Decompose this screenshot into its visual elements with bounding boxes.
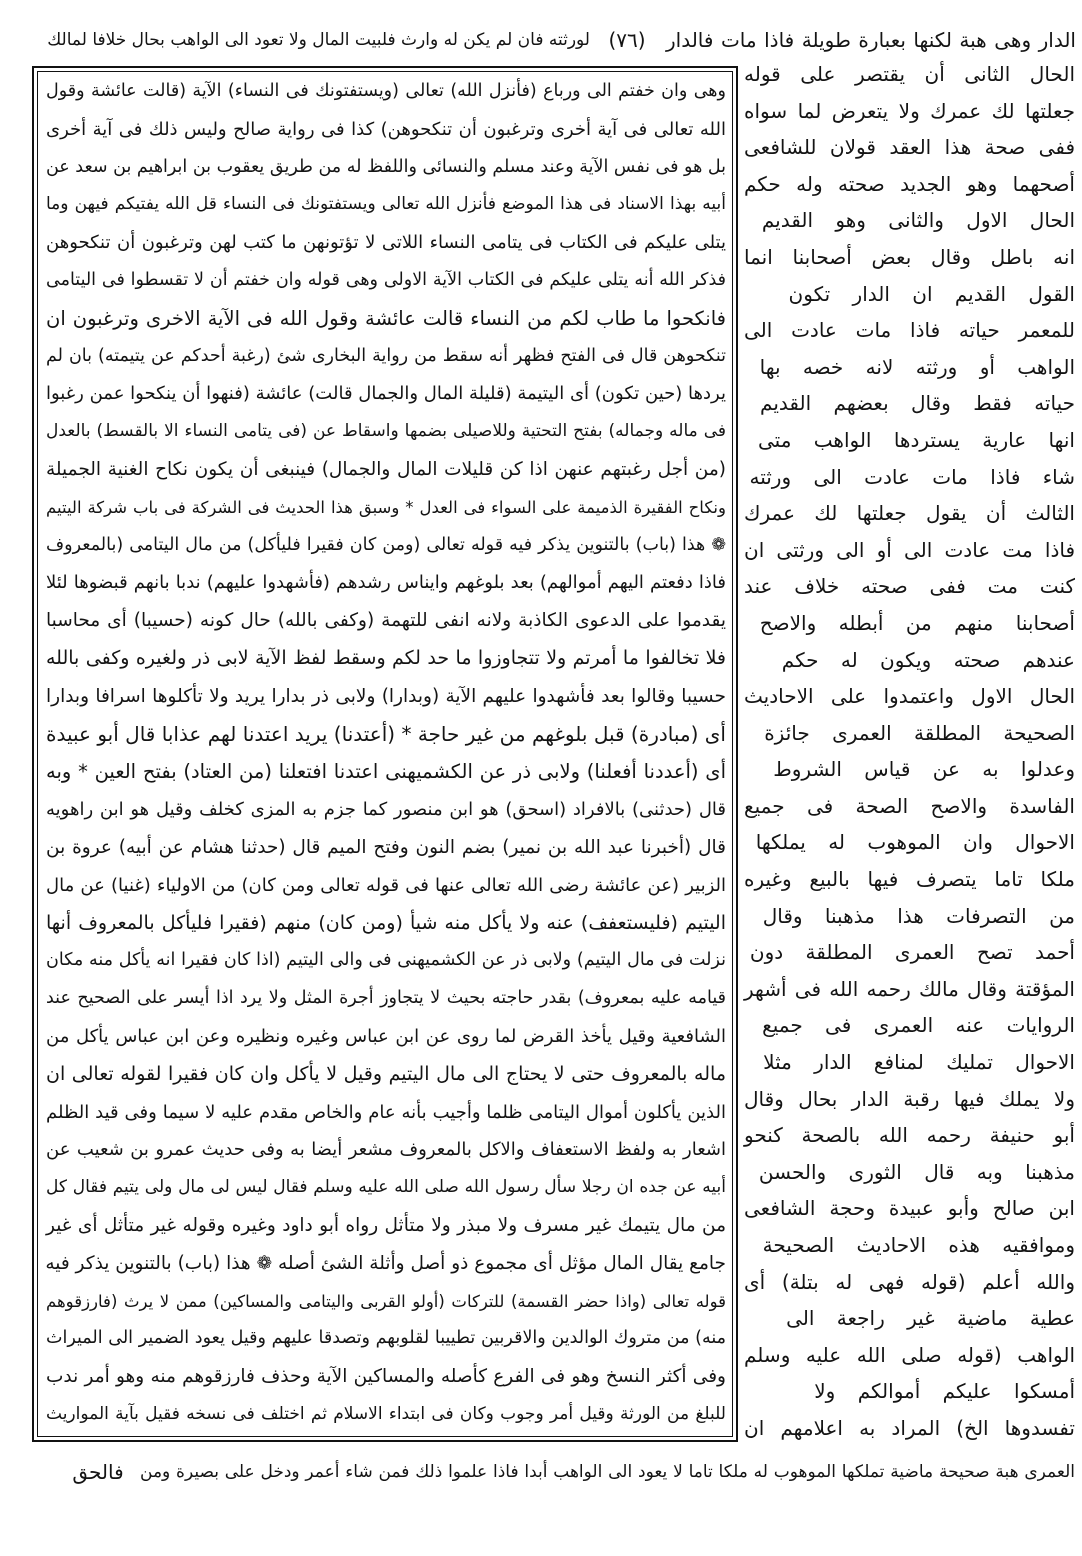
margin-commentary-line: الروايات عنه العمرى فى جميع	[762, 1013, 1075, 1038]
page-number	[590, 20, 664, 60]
main-text-line: اليتيم (فليستعفف) عنه ولا يأكل منه شيأ (ومن كان) منهم (فقيرا فليأكل بالمعروف أنها	[46, 911, 726, 934]
margin-commentary-line: عندهم صحته ويكون له حكم	[781, 647, 1075, 672]
margin-commentary-line: ابن صالح وأبو عبيدة وحجة الشافعى	[744, 1196, 1075, 1221]
main-text-line: منه) من متروك الوالدين والاقربين تطييبا لقلوبهم وتصدقا عليهم وقيل يعود الضمير الى الميراث	[46, 1328, 726, 1349]
margin-commentary-line: فاذا مت عادت الى أو الى ورثتى ان	[744, 537, 1075, 562]
margin-commentary-line: الفاسدة والاصح الصحة فى جميع	[744, 793, 1075, 818]
running-header	[46, 20, 1076, 60]
main-text-line: فلا تخالفوا ما أمرتم ولا تتجاوزوا ما حد لكم وسقط لفظ الآية لابى ذر ولغيره وكفى بالله	[46, 646, 726, 669]
header-text-left	[46, 20, 590, 60]
margin-commentary-line: من التصرفات هذا مذهبنا وقال	[762, 903, 1075, 928]
margin-commentary-line: ففى صحة هذا العقد قولان للشافعى	[744, 135, 1075, 160]
main-text-line: فذكر الله أنه يتلى عليكم فى الكتاب الآية الاولى وهى قوله وان خفتم أن لا تقسطوا فى اليتامى	[46, 269, 726, 290]
page-number-content: (٧٦)	[608, 28, 646, 52]
main-text-line: فانكحوا ما طاب لكم من النساء قالت عائشة وقول الله فى الآية الاخرى وترغبون ان	[46, 306, 726, 330]
margin-commentary-line: أصحهما وهو الجديد صحته وله حكم	[744, 171, 1075, 196]
header-text-left-content: لورثته فان لم يكن له وارث فلبيت المال ولا تعود الى الواهب بحال خلافا لمالك	[47, 30, 590, 50]
margin-commentary-line: القول القديم ان الدار تكون	[788, 281, 1075, 306]
main-text-line: للبلغ من الورثة وقيل أمر وجوب وكان فى ابتداء الاسلام ثم اختلف فى نسخه فقيل بآية المواريث	[46, 1403, 726, 1424]
main-text-line: قال (حدثنى) بالافراد (اسحق) هو ابن منصور كما جزم به المزى كخلف وقيل هو ابن راهويه	[46, 799, 726, 821]
margin-commentary-line: أحمد تصح العمرى المطلقة دون	[749, 940, 1075, 965]
main-text-line: يقدموا على الدعوى الكاذبة ولانه انفى للتهمة (وكفى بالله) حال كونه (حسيبا) أى محاسبا	[46, 610, 726, 632]
margin-commentary-line: ملكا تاما يتصرف فيها بالبيع وغيره	[744, 867, 1075, 892]
main-text-line: اشعار به ولفظ الاستعفاف والاكل بالمعروف مشعر أيضا به وفى حديث عمرو بن شعيب عن	[46, 1139, 726, 1161]
main-text-line: يردها (حين تكون) أى اليتيمة (قليلة المال والجمال قالت) عائشة (فنهوا أن ينكحوا عمن رغبوا	[46, 383, 726, 405]
main-text-inner-frame	[37, 71, 733, 1437]
main-text-line: قوله تعالى (واذا حضر القسمة) للتركات (أولو القربى واليتامى والمساكين) ممن لا يرث (فارزقوهم	[46, 1291, 726, 1311]
margin-commentary-line: وموافقيه هذه الاحاديث الصحيحة	[762, 1233, 1075, 1257]
main-text-line: أبيه عن جده ان رجلا سأل رسول الله صلى الله عليه وسلم فقال ليس لى مال ولى يتيم فقال كل	[46, 1177, 726, 1198]
main-text-line: تنكحوهن قال فى الفتح فظهر أنه سقط من رواية البخارى شئ (رغبة أحدكم عن يتيمته) بان لم	[46, 345, 726, 366]
main-text-line: جامع يقال المال مؤثل أى مجموع ذو أصل وأثلة الشئ أصله ❁ هذا (باب) بالتنوين يذكر فيه	[45, 1252, 726, 1274]
main-text-line: الله تعالى فى آية أخرى وترغبون أن تنكحوهن) كذا فى رواية صالح وليس ذلك فى آية أخرى	[46, 118, 726, 140]
main-text-line: الشافعية وقيل يأخذ القرض لما روى عن ابن عباس وغيره ونظيره وعن ابن عباس يأكل من	[46, 1025, 726, 1047]
margin-commentary-line: أبو حنيفة رحمه الله بالصحة كنحو	[744, 1123, 1075, 1148]
main-text-line: فاذا دفعتم اليهم أموالهم) بعد بلوغهم وايناس رشدهم (فأشهدوا عليهم) ندبا بانهم قبضوها لئلا	[46, 572, 726, 594]
margin-commentary-line: ولا يملك فيها رقبة الدار بحال وقال	[744, 1086, 1075, 1111]
margin-commentary-line: جعلتها لك عمرك ولا يتعرض لما سواه	[744, 98, 1075, 123]
main-text-line: (من أجل رغبتهم عنهن اذا كن قليلات المال والجمال) فينبغى أن يكون نكاح الغنية الجميلة	[46, 458, 726, 480]
margin-commentary-line: انها عارية يستردها الواهب متى	[757, 427, 1075, 452]
margin-commentary-line: الواهب أو ورثته لانه خصه بها	[759, 354, 1075, 379]
main-text-line: ماله بالمعروف حتى لا يحتاج الى مال اليتيم وقيل لا يأكل وان كان فقيرا لقوله تعالى ان	[46, 1062, 726, 1085]
margin-commentary-line: الواهب (قوله صلى الله عليه وسلم	[744, 1342, 1075, 1367]
catchword	[62, 1452, 134, 1492]
margin-commentary-line: الحال الاول واعتمدوا على الاحاديث	[744, 684, 1075, 709]
margin-commentary-line: انه باطل وقال بعض أصحابنا انما	[744, 244, 1075, 269]
main-text-frame	[32, 66, 738, 1442]
main-text-line: أى (مبادرة) قبل بلوغهم من غير حاجة * (أعتدنا) يريد اعتدنا لهم عذابا قال أبو عبيدة	[46, 721, 726, 746]
margin-commentary-line: حياته فقط وقال بعضهم القديم	[760, 391, 1075, 416]
main-text-line: وفى أكثر النسخ وهو فى الفرع كأصله والمساكين الآية وحذف فارزقوهم منه وهو أمر ندب	[46, 1366, 726, 1388]
margin-commentary-line: شاء فاذا مات عادت الى ورثته	[749, 464, 1075, 489]
main-text-line: الزبير (عن عائشة رضى الله تعالى عنها فى قوله تعالى ومن كان) من الاولياء (غنيا) عن مال	[46, 874, 726, 896]
margin-commentary-line: الثالث أن يقول جعلتها لك عمرك	[744, 501, 1075, 526]
margin-commentary-line: الصحيحة المطلقة العمرى جائزة	[764, 720, 1075, 745]
main-text-line: بل هو فى نفس الآية وعند مسلم والنسائى واللفظ له من طريق يعقوب بن ابراهيم بن سعد عن	[45, 156, 726, 177]
margin-commentary-line: والله أعلم (قوله فهى له بتلة) أى	[744, 1269, 1075, 1294]
main-text-line: نزلت فى مال اليتيم) ولابى ذر عن الكشميهنى فى والى اليتيم (اذا كان فقيرا انه يأكل منه مكان	[46, 950, 726, 971]
margin-commentary-line: الاحوال وان الموهوب له يملكها	[755, 830, 1075, 855]
margin-commentary-line: الحال الثانى أن يقتصر على قوله	[744, 62, 1075, 86]
main-text-line: ونكاح الفقيرة الذميمة على السواء فى العدل * وسبق هذا الحديث فى الشركة فى باب شركة اليتيم	[46, 497, 726, 517]
margin-commentary-line: للمعمر حياته فاذا مات عادت الى	[744, 318, 1075, 343]
margin-commentary-line: تفسدوها الخ) المراد به اعلامهم ان	[744, 1415, 1075, 1440]
header-text-right	[664, 20, 1076, 60]
main-text-line: فى ماله وجماله) بفتح التحتية وللاصيلى بضمها واسقاط عن (فى يتامى النساء الا بالقسط) بالعدل	[46, 421, 726, 442]
footer-text-content: العمرى هبة صحيحة ماضية تملكها الموهوب له ملكا تاما لا يعود الى الواهب أبدا فاذا علموا ذلك فمن شاء أعمر ودخل على بصيرة ومن	[140, 1462, 1075, 1482]
main-text-line: حسيبا وقالوا بعد فأشهدوا عليهم الآية (وبدارا) ولابى ذر بدارا يريد ولا تأكلوها اسرافا وبدارا	[46, 685, 726, 707]
main-text-line: الذين يأكلون أموال اليتامى ظلما وأجيب بأنه عام والخاص مقدم عليه لا سيما وفى قيد الظلم	[46, 1101, 726, 1123]
main-text-line: وهى وان خفتم الى ورباع (فأنزل الله) تعالى (ويستفتونك فى النساء) الآية (قالت عائشة وقول	[46, 81, 726, 101]
margin-commentary-line: المؤقتة وقال مالك رحمه الله فى أشهر	[744, 976, 1075, 1001]
main-text-line: من مال يتيمك غير مسرف ولا مبذر ولا متأثل رواه أبو داود وغيره وقوله غير متأثل أى غير	[46, 1214, 726, 1236]
margin-commentary-line: وعدلوا به عن قياس الشروط	[773, 757, 1075, 782]
margin-commentary-line: أمسكوا عليكم أموالكم ولا	[814, 1379, 1075, 1404]
catchword-content: فالحق	[72, 1460, 124, 1484]
main-text-line: ❁ هذا (باب) بالتنوين يذكر فيه قوله تعالى (ومن كان فقيرا فليأكل) من مال اليتامى (بالمعروف	[46, 534, 726, 555]
main-text-line: قال (أخبرنا عبد الله بن نمير) بضم النون وفتح الميم قال (حدثنا هشام عن أبيه) عروة بن	[46, 836, 726, 858]
margin-commentary-line: الحال الاول والثانى وهو القديم	[761, 208, 1075, 233]
main-text-line: أى (أعددنا أفعلنا) ولابى ذر عن الكشميهنى اعتدنا افتعلنا (من العتاد) بفتح العين * وبه	[46, 760, 726, 784]
main-text-line: قيامه عليه بمعروف) بقدر حاجته بحيث لا يتجاوز أجرة المثل ولا يرد اذا أيسر على الصحيح عند	[46, 988, 726, 1009]
footer-text	[138, 1452, 1075, 1492]
margin-commentary-line: أصحابنا منهم من أبطله والاصح	[759, 610, 1075, 635]
margin-commentary-line: الاحوال تمليك لمنافع الدار مثلا	[763, 1050, 1075, 1075]
header-text-right-content: الدار وهى هبة لكنها بعبارة طويلة فاذا مات فالدار	[666, 28, 1076, 52]
margin-commentary-line: كنت مت ففى صحته خلاف عند	[744, 574, 1075, 599]
main-text-line: أبيه بهذا الاسناد فى هذا الموضع فأنزل الله تعالى ويستفتونك فى النساء قل الله يفتيكم فيهن وما	[46, 194, 726, 215]
main-text-line: يتلى عليكم فى الكتاب فى يتامى النساء اللاتى لا تؤتونهن ما كتب لهن وترغبون أن تنكحوهن	[46, 232, 726, 254]
margin-commentary-line: عطية ماضية غير راجعة الى	[786, 1306, 1075, 1331]
margin-commentary-line: مذهبنا وبه قال الثورى والحسن	[758, 1159, 1075, 1184]
margin-commentary	[742, 56, 1075, 1447]
